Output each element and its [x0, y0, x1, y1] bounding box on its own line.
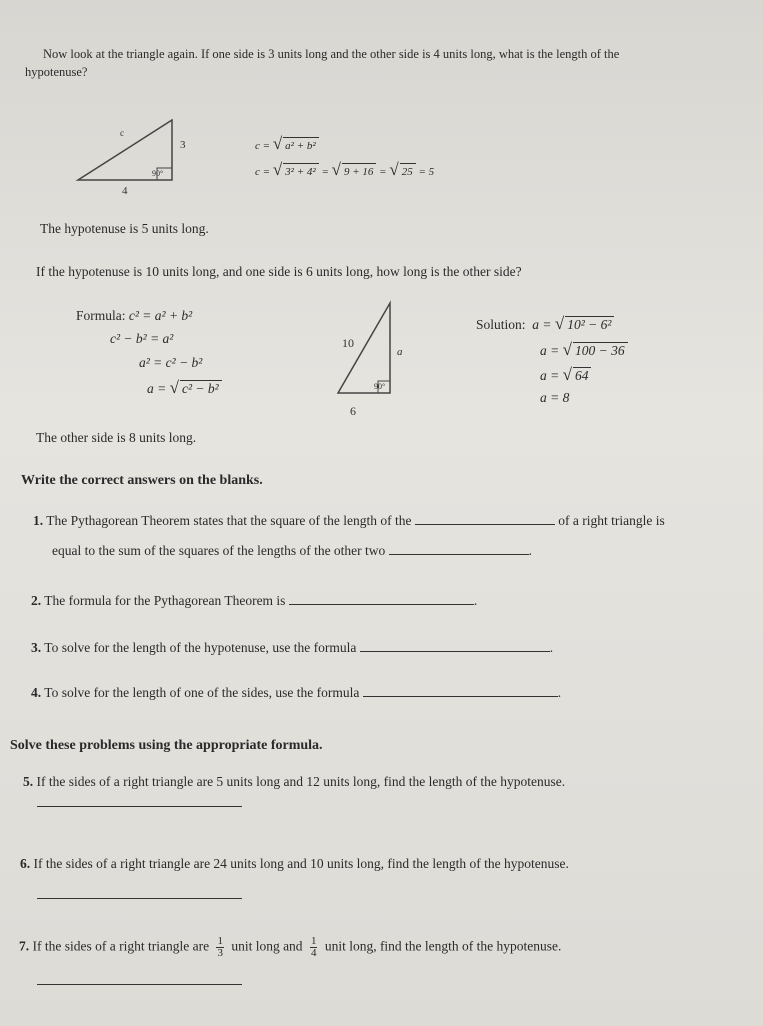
item-4-blank[interactable] — [363, 684, 558, 697]
triangle2-hyp-label: 10 — [342, 336, 354, 350]
calc1-line-1: c = √ a² + b² — [255, 136, 319, 154]
section-2-heading: Solve these problems using the appropriate formula. — [10, 738, 323, 753]
calc1-line-2: c = √ 3² + 4² = √ 9 + 16 = √ 25 = 5 — [255, 160, 435, 179]
problem-6-answer-line[interactable] — [37, 898, 242, 899]
intro-line-2: hypotenuse? — [25, 65, 88, 79]
item-3-blank[interactable] — [360, 639, 550, 652]
hypotenuse-answer: The hypotenuse is 5 units long. — [40, 221, 209, 236]
solution-line-1: Solution: a = √ 10² − 6² — [476, 316, 614, 333]
question-2: If the hypotenuse is 10 units long, and one side is 6 units long, how long is the other side? — [36, 264, 522, 279]
formula-line-3: a² = c² − b² — [139, 355, 203, 370]
problem-5-answer-line[interactable] — [37, 806, 242, 807]
formula-line-4: a = √ c² − b² — [147, 380, 222, 397]
solution-line-2: a = √ 100 − 36 — [540, 342, 628, 359]
fraction-one-fourth: $\frac{1}{4}$ — [310, 935, 317, 959]
problem-7: 7. If the sides of a right triangle are $\frac{1}{3}$ unit long and $\frac{1}{4}$ unit long, find the length of the hypotenuse. — [19, 935, 562, 959]
item-1-blank-2[interactable] — [389, 542, 529, 555]
triangle-diagram-2 — [330, 295, 430, 420]
section-1-heading: Write the correct answers on the blanks. — [21, 473, 263, 488]
formula-line-2: c² − b² = a² — [110, 331, 174, 346]
formula-line-1: Formula: c² = a² + b² — [76, 308, 193, 323]
item-1-blank-1[interactable] — [415, 512, 555, 525]
item-2-blank[interactable] — [289, 592, 474, 605]
problem-6: 6. If the sides of a right triangle are 24 units long and 10 units long, find the length of the hypotenuse. — [20, 856, 569, 871]
item-4: 4. To solve for the length of one of the sides, use the formula . — [31, 685, 562, 700]
item-3: 3. To solve for the length of the hypotenuse, use the formula . — [31, 640, 554, 655]
triangle2-base-label: 6 — [350, 404, 356, 418]
intro-line-1: Now look at the triangle again. If one side is 3 units long and the other side is 4 units long, what is the length of the — [43, 47, 620, 61]
triangle1-side-a-label: 3 — [180, 139, 186, 151]
solution-line-4: a = 8 — [540, 390, 570, 405]
item-2: 2. The formula for the Pythagorean Theorem is . — [31, 593, 478, 608]
problem-5: 5. If the sides of a right triangle are 5 units long and 12 units long, find the length of the hypotenuse. — [23, 774, 566, 789]
triangle1-angle-label: 90° — [152, 169, 164, 178]
other-side-answer: The other side is 8 units long. — [36, 430, 197, 445]
solution-line-3: a = √ 64 — [540, 367, 591, 384]
triangle1-side-b-label: 4 — [122, 185, 128, 197]
triangle1-c-label: c — [120, 128, 124, 138]
triangle-diagram-1 — [60, 110, 220, 200]
item-1-cont: equal to the sum of the squares of the lengths of the other two . — [52, 543, 533, 558]
fraction-one-third: $\frac{1}{3}$ — [217, 935, 223, 959]
item-1: 1. The Pythagorean Theorem states that the square of the length of the of a right triangle is — [33, 513, 665, 528]
problem-7-answer-line[interactable] — [37, 984, 242, 985]
triangle2-a-label: a — [397, 346, 403, 358]
triangle2-angle-label: 90° — [374, 382, 386, 391]
